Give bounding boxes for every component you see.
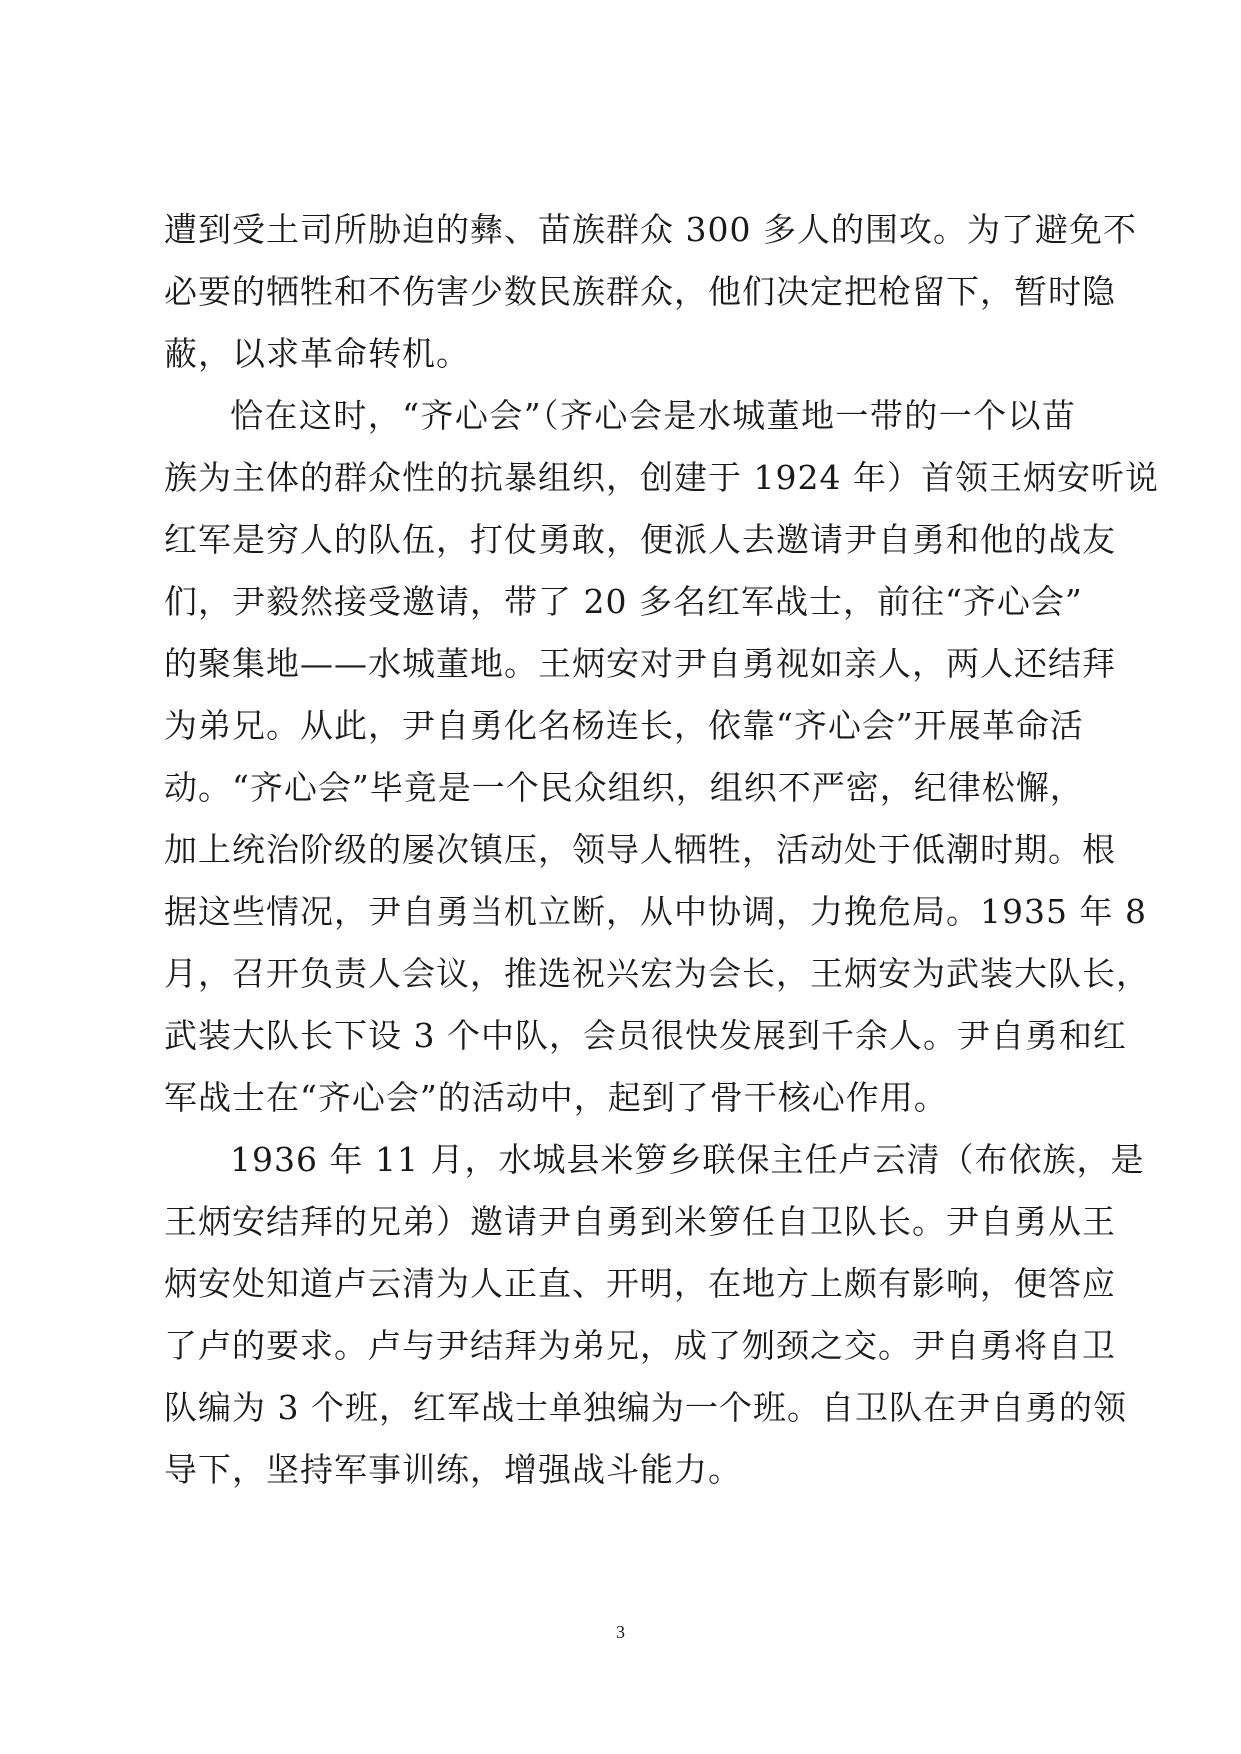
paragraph-2-line-9: 据这些情况，尹自勇当机立断，从中协调，力挽危局。1935 年 8 (164, 892, 1147, 931)
paragraph-2-line-3: 红军是穷人的队伍，打仗勇敢，便派人去邀请尹自勇和他的战友 (164, 520, 1116, 559)
paragraph-2-line-7: 动。“齐心会”毕竟是一个民众组织，组织不严密，纪律松懈， (164, 768, 1084, 807)
paragraph-2-line-12: 军战士在“齐心会”的活动中，起到了骨干核心作用。 (164, 1078, 948, 1117)
paragraph-1-line-3: 蔽，以求革命转机。 (164, 334, 470, 373)
paragraph-2-line-1: 恰在这时，“齐心会”（齐心会是水城董地一带的一个以苗 (230, 396, 1076, 435)
paragraph-2-line-6: 为弟兄。从此，尹自勇化名杨连长，依靠“齐心会”开展革命活 (164, 706, 1084, 745)
paragraph-2-line-10: 月，召开负责人会议，推选祝兴宏为会长，王炳安为武装大队长， (164, 954, 1150, 993)
paragraph-3-line-5: 队编为 3 个班，红军战士单独编为一个班。自卫队在尹自勇的领 (164, 1388, 1127, 1427)
paragraph-3-line-1: 1936 年 11 月，水城县米箩乡联保主任卢云清（布依族，是 (230, 1140, 1145, 1179)
paragraph-3-line-2: 王炳安结拜的兄弟）邀请尹自勇到米箩任自卫队长。尹自勇从王 (164, 1202, 1116, 1241)
paragraph-3-line-6: 导下，坚持军事训练，增强战斗能力。 (164, 1450, 742, 1489)
paragraph-2-line-11: 武装大队长下设 3 个中队，会员很快发展到千余人。尹自勇和红 (164, 1016, 1127, 1055)
paragraph-2-line-4: 们，尹毅然接受邀请，带了 20 多名红军战士，前往“齐心会” (164, 582, 1083, 621)
paragraph-2-line-8: 加上统治阶级的屡次镇压，领导人牺牲，活动处于低潮时期。根 (164, 830, 1116, 869)
paragraph-3-line-4: 了卢的要求。卢与尹结拜为弟兄，成了刎颈之交。尹自勇将自卫 (164, 1326, 1116, 1365)
paragraph-1-line-1: 遭到受土司所胁迫的彝、苗族群众 300 多人的围攻。为了避免不 (164, 210, 1137, 249)
paragraph-3-line-3: 炳安处知道卢云清为人正直、开明，在地方上颇有影响，便答应 (164, 1264, 1116, 1303)
page-number: 3 (616, 1622, 625, 1642)
paragraph-2-line-5: 的聚集地——水城董地。王炳安对尹自勇视如亲人，两人还结拜 (164, 644, 1116, 683)
paragraph-2-line-2: 族为主体的群众性的抗暴组织，创建于 1924 年）首领王炳安听说 (164, 458, 1159, 497)
paragraph-1-line-2: 必要的牺牲和不伤害少数民族群众，他们决定把枪留下，暂时隐 (164, 272, 1116, 311)
